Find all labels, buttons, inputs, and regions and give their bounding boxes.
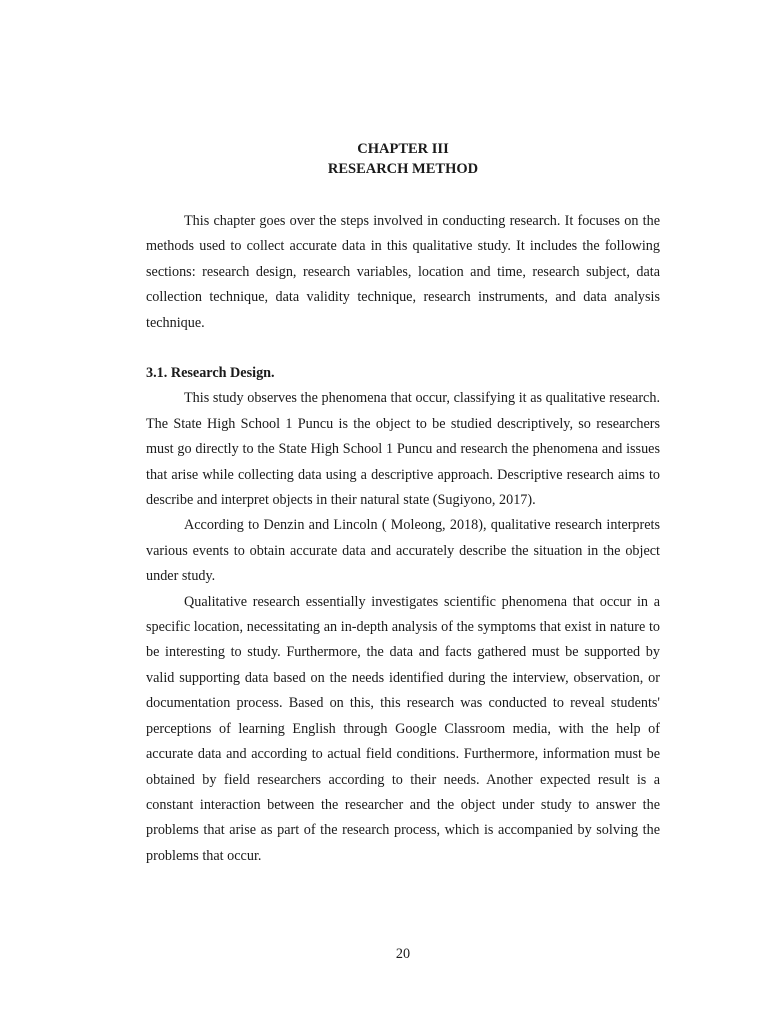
section-heading: 3.1. Research Design. xyxy=(146,365,275,381)
page-number: 20 xyxy=(395,946,411,962)
chapter-title: RESEARCH METHOD xyxy=(327,161,479,177)
body-paragraph: According to Denzin and Lincoln ( Moleong, 2018), qualitative research interprets various events to obtain accurate data and accurately describe the situation in the object under study. xyxy=(146,517,660,585)
section-research-design xyxy=(146,361,660,869)
body-paragraph: Qualitative research essentially investigates scientific phenomena that occur in a specific location, necessitating an in-depth analysis of the symptoms that exist in nature to be interesting to study. Furthermore, the data and facts gathered must be supported by valid supporting data based on the needs identified during the interview, observation, or documentation process. Based on this, this research was conducted to reveal students' perceptions of learning English through Google Classroom media, with the help of accurate data and according to actual field conditions. Furthermore, information must be obtained by field researchers according to their needs. Another expected result is a constant interaction between the researcher and the object under study to answer the problems that arise as part of the research process, which is accompanied by solving the problems that occur. xyxy=(146,593,660,864)
chapter-heading xyxy=(146,139,660,179)
body-paragraph: This study observes the phenomena that occur, classifying it as qualitative research. The State High School 1 Puncu is the object to be studied descriptively, so researchers must go directly to the State High School 1 Puncu and research the phenomena and issues that arise while collecting data using a descriptive approach. Descriptive research aims to describe and interpret objects in their natural state (Sugiyono, 2017). xyxy=(146,390,660,509)
intro-paragraph: This chapter goes over the steps involved in conducting research. It focuses on the methods used to collect accurate data in this qualitative study. It includes the following sections: research design, research variables, location and time, research subject, data collection technique, data validity technique, research instruments, and data analysis technique. xyxy=(146,213,660,331)
chapter-number: CHAPTER III xyxy=(357,141,449,157)
intro-block xyxy=(146,209,660,336)
